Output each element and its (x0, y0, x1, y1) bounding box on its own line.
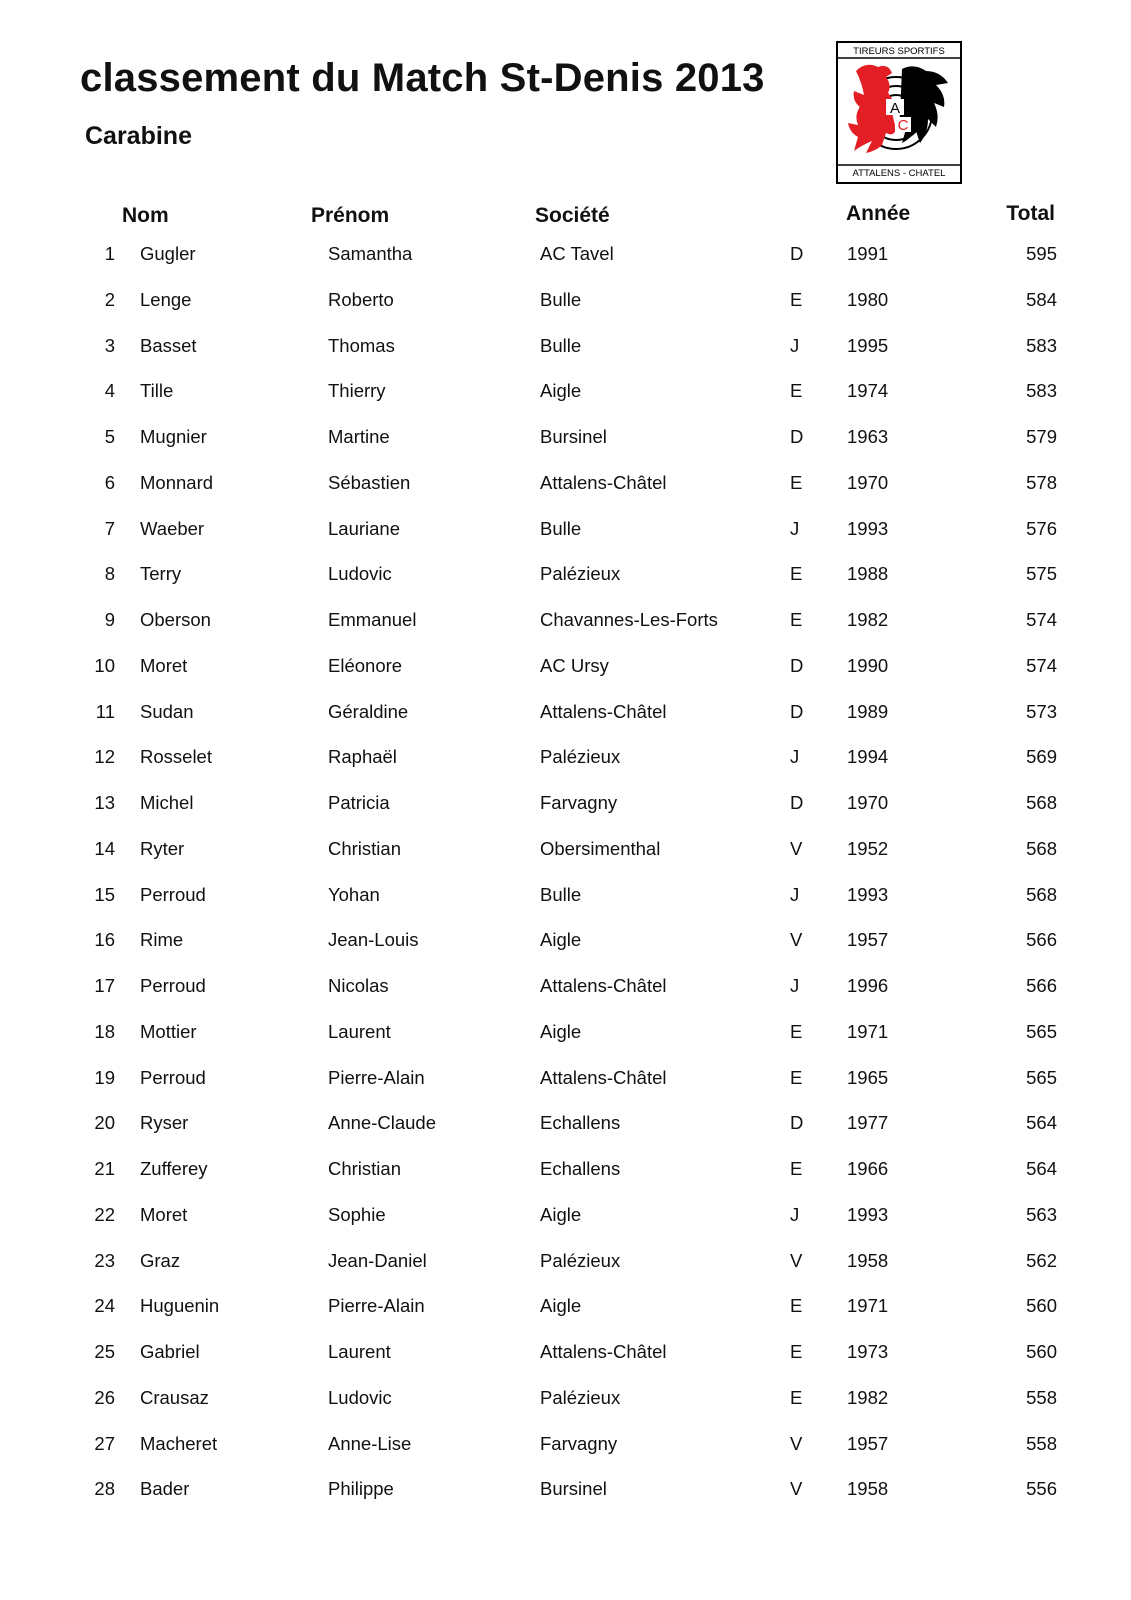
rank-cell: 23 (94, 1249, 115, 1271)
total-cell: 574 (1026, 654, 1057, 676)
category-cell: E (790, 563, 803, 585)
total-cell: 558 (1026, 1386, 1057, 1408)
societe-cell: Bursinel (540, 426, 607, 447)
header-annee: Année (846, 202, 911, 225)
prenom-cell: Ludovic (328, 563, 392, 585)
nom-cell: Terry (140, 563, 182, 585)
rank-cell: 15 (94, 883, 115, 905)
table-row (0, 1250, 1131, 1280)
rank-cell: 12 (94, 746, 115, 768)
rank-cell: 5 (104, 426, 115, 447)
nom-cell: Huguenin (140, 1295, 220, 1317)
annee-cell: 1994 (847, 746, 889, 768)
nom-cell: Zufferey (140, 1158, 208, 1179)
annee-cell: 1952 (847, 837, 889, 859)
prenom-cell: Sophie (328, 1203, 386, 1225)
category-cell: E (790, 1386, 803, 1408)
rank-cell: 9 (104, 609, 115, 630)
table-row (0, 975, 1131, 1005)
table-row (0, 1341, 1131, 1371)
total-cell: 575 (1026, 563, 1057, 585)
total-cell: 573 (1026, 700, 1057, 722)
table-row (0, 1204, 1131, 1234)
total-cell: 595 (1026, 243, 1057, 264)
annee-cell: 1957 (847, 929, 889, 951)
prenom-cell: Patricia (328, 792, 390, 813)
total-cell: 568 (1026, 883, 1057, 905)
rank-cell: 17 (94, 975, 115, 996)
prenom-cell: Nicolas (328, 975, 389, 996)
total-cell: 565 (1026, 1020, 1057, 1042)
discipline-subtitle: Carabine (85, 122, 192, 150)
annee-cell: 1990 (847, 654, 889, 676)
total-cell: 569 (1026, 746, 1057, 768)
societe-cell: Palézieux (540, 746, 621, 768)
prenom-cell: Thomas (328, 334, 395, 356)
prenom-cell: Eléonore (328, 654, 403, 676)
annee-cell: 1995 (847, 334, 889, 356)
category-cell: D (790, 426, 804, 447)
table-row (0, 335, 1131, 365)
total-cell: 568 (1026, 837, 1057, 859)
prenom-cell: Lauriane (328, 517, 401, 539)
prenom-cell: Samantha (328, 243, 413, 264)
rank-cell: 28 (94, 1478, 115, 1500)
total-cell: 579 (1026, 426, 1057, 447)
club-logo (836, 41, 962, 184)
table-row (0, 701, 1131, 731)
prenom-cell: Raphaël (328, 746, 397, 768)
nom-cell: Sudan (140, 700, 194, 722)
table-row (0, 1067, 1131, 1097)
societe-cell: Palézieux (540, 1386, 621, 1408)
nom-cell: Waeber (140, 517, 205, 539)
rank-cell: 16 (94, 929, 115, 951)
total-cell: 568 (1026, 792, 1057, 813)
table-row (0, 1478, 1131, 1508)
societe-cell: Attalens-Châtel (540, 1066, 667, 1088)
prenom-cell: Jean-Daniel (328, 1249, 427, 1271)
category-cell: V (790, 837, 803, 859)
total-cell: 578 (1026, 471, 1057, 493)
table-row (0, 655, 1131, 685)
logo-top-text: TIREURS SPORTIFS (853, 46, 945, 57)
prenom-cell: Christian (328, 1158, 401, 1179)
nom-cell: Crausaz (140, 1386, 209, 1408)
table-row (0, 838, 1131, 868)
annee-cell: 1966 (847, 1158, 889, 1179)
annee-cell: 1996 (847, 975, 889, 996)
logo-bottom-text: ATTALENS - CHATEL (852, 168, 946, 179)
total-cell: 560 (1026, 1341, 1057, 1362)
rank-cell: 4 (104, 380, 115, 402)
prenom-cell: Ludovic (328, 1386, 392, 1408)
category-cell: E (790, 1158, 803, 1179)
total-cell: 562 (1026, 1249, 1057, 1271)
rank-cell: 21 (94, 1158, 115, 1179)
nom-cell: Basset (140, 334, 197, 356)
societe-cell: Palézieux (540, 563, 621, 585)
annee-cell: 1993 (847, 883, 889, 905)
prenom-cell: Martine (328, 426, 390, 447)
nom-cell: Oberson (140, 609, 211, 630)
rank-cell: 26 (94, 1386, 115, 1408)
societe-cell: Aigle (540, 929, 582, 951)
prenom-cell: Géraldine (328, 700, 409, 722)
rank-cell: 1 (104, 243, 115, 264)
rank-cell: 2 (104, 288, 115, 310)
rank-cell: 27 (94, 1432, 115, 1454)
societe-cell: AC Tavel (540, 243, 614, 264)
societe-cell: Bulle (540, 517, 582, 539)
prenom-cell: Roberto (328, 288, 394, 310)
annee-cell: 1973 (847, 1341, 889, 1362)
table-row (0, 1158, 1131, 1188)
nom-cell: Moret (140, 654, 188, 676)
nom-cell: Mottier (140, 1020, 197, 1042)
rank-cell: 13 (94, 792, 115, 813)
nom-cell: Tille (140, 380, 174, 402)
annee-cell: 1970 (847, 792, 889, 813)
prenom-cell: Yohan (328, 883, 380, 905)
category-cell: D (790, 243, 804, 264)
category-cell: D (790, 792, 804, 813)
nom-cell: Bader (140, 1478, 190, 1500)
annee-cell: 1980 (847, 288, 889, 310)
annee-cell: 1993 (847, 517, 889, 539)
annee-cell: 1957 (847, 1432, 889, 1454)
table-row (0, 609, 1131, 639)
societe-cell: Aigle (540, 1203, 582, 1225)
nom-cell: Graz (140, 1249, 181, 1271)
category-cell: D (790, 700, 804, 722)
total-cell: 565 (1026, 1066, 1057, 1088)
total-cell: 576 (1026, 517, 1057, 539)
societe-cell: Farvagny (540, 792, 618, 813)
prenom-cell: Emmanuel (328, 609, 417, 630)
societe-cell: Aigle (540, 1020, 582, 1042)
prenom-cell: Laurent (328, 1020, 391, 1042)
table-row (0, 1387, 1131, 1417)
table-row (0, 1295, 1131, 1325)
rank-cell: 6 (104, 471, 115, 493)
total-cell: 566 (1026, 975, 1057, 996)
header-total: Total (1006, 202, 1055, 225)
rank-cell: 18 (94, 1020, 115, 1042)
societe-cell: Obersimenthal (540, 837, 661, 859)
nom-cell: Ryser (140, 1112, 189, 1134)
category-cell: D (790, 654, 804, 676)
nom-cell: Perroud (140, 1066, 206, 1088)
total-cell: 583 (1026, 380, 1057, 402)
rank-cell: 19 (94, 1066, 115, 1088)
category-cell: V (790, 1432, 803, 1454)
societe-cell: Bulle (540, 334, 582, 356)
nom-cell: Mugnier (140, 426, 207, 447)
total-cell: 564 (1026, 1158, 1057, 1179)
table-row (0, 1112, 1131, 1142)
annee-cell: 1988 (847, 563, 889, 585)
total-cell: 563 (1026, 1203, 1057, 1225)
nom-cell: Moret (140, 1203, 188, 1225)
category-cell: J (790, 975, 800, 996)
total-cell: 556 (1026, 1478, 1057, 1500)
societe-cell: Bulle (540, 288, 582, 310)
category-cell: V (790, 1249, 803, 1271)
annee-cell: 1989 (847, 700, 889, 722)
category-cell: J (790, 746, 800, 768)
rank-cell: 3 (104, 334, 115, 356)
rank-cell: 24 (94, 1295, 115, 1317)
annee-cell: 1982 (847, 609, 889, 630)
societe-cell: Attalens-Châtel (540, 700, 667, 722)
table-row (0, 289, 1131, 319)
nom-cell: Michel (140, 792, 194, 813)
category-cell: E (790, 288, 803, 310)
header-prenom: Prénom (311, 204, 390, 227)
category-cell: D (790, 1112, 804, 1134)
annee-cell: 1971 (847, 1020, 889, 1042)
total-cell: 558 (1026, 1432, 1057, 1454)
rank-cell: 14 (94, 837, 115, 859)
nom-cell: Perroud (140, 975, 206, 996)
table-row (0, 243, 1131, 273)
rank-cell: 7 (104, 517, 115, 539)
table-row (0, 426, 1131, 456)
category-cell: E (790, 471, 803, 493)
annee-cell: 1970 (847, 471, 889, 493)
prenom-cell: Anne-Lise (328, 1432, 412, 1454)
societe-cell: Farvagny (540, 1432, 618, 1454)
nom-cell: Perroud (140, 883, 206, 905)
societe-cell: Aigle (540, 380, 582, 402)
total-cell: 560 (1026, 1295, 1057, 1317)
category-cell: E (790, 609, 803, 630)
category-cell: J (790, 517, 800, 539)
annee-cell: 1958 (847, 1478, 889, 1500)
table-row (0, 563, 1131, 593)
rank-cell: 11 (95, 700, 115, 722)
societe-cell: Aigle (540, 1295, 582, 1317)
category-cell: E (790, 380, 803, 402)
header-societe: Société (535, 204, 610, 227)
table-row (0, 929, 1131, 959)
header-nom: Nom (122, 204, 169, 227)
nom-cell: Lenge (140, 288, 192, 310)
annee-cell: 1982 (847, 1386, 889, 1408)
category-cell: J (790, 1203, 800, 1225)
category-cell: E (790, 1020, 803, 1042)
prenom-cell: Philippe (328, 1478, 394, 1500)
category-cell: J (790, 334, 800, 356)
category-cell: V (790, 1478, 803, 1500)
nom-cell: Macheret (140, 1432, 218, 1454)
rank-cell: 22 (94, 1203, 115, 1225)
societe-cell: Attalens-Châtel (540, 471, 667, 493)
societe-cell: Attalens-Châtel (540, 975, 667, 996)
prenom-cell: Sébastien (328, 471, 411, 493)
annee-cell: 1958 (847, 1249, 889, 1271)
annee-cell: 1991 (847, 243, 889, 264)
total-cell: 564 (1026, 1112, 1057, 1134)
societe-cell: Bulle (540, 883, 582, 905)
rank-cell: 25 (94, 1341, 115, 1362)
nom-cell: Rime (140, 929, 184, 951)
annee-cell: 1974 (847, 380, 889, 402)
annee-cell: 1971 (847, 1295, 889, 1317)
table-row (0, 518, 1131, 548)
table-row (0, 1021, 1131, 1051)
nom-cell: Gugler (140, 243, 196, 264)
annee-cell: 1963 (847, 426, 889, 447)
prenom-cell: Pierre-Alain (328, 1295, 425, 1317)
total-cell: 583 (1026, 334, 1057, 356)
societe-cell: Echallens (540, 1112, 621, 1134)
societe-cell: Palézieux (540, 1249, 621, 1271)
nom-cell: Gabriel (140, 1341, 200, 1362)
table-row (0, 472, 1131, 502)
annee-cell: 1993 (847, 1203, 889, 1225)
nom-cell: Ryter (140, 837, 185, 859)
prenom-cell: Anne-Claude (328, 1112, 436, 1134)
annee-cell: 1977 (847, 1112, 889, 1134)
category-cell: J (790, 883, 800, 905)
rank-cell: 10 (94, 654, 115, 676)
annee-cell: 1965 (847, 1066, 889, 1088)
societe-cell: Bursinel (540, 1478, 607, 1500)
societe-cell: Attalens-Châtel (540, 1341, 667, 1362)
nom-cell: Monnard (140, 471, 214, 493)
rank-cell: 20 (94, 1112, 115, 1134)
table-row (0, 1433, 1131, 1463)
total-cell: 584 (1026, 288, 1057, 310)
total-cell: 574 (1026, 609, 1057, 630)
prenom-cell: Christian (328, 837, 401, 859)
societe-cell: Echallens (540, 1158, 621, 1179)
table-row (0, 792, 1131, 822)
rank-cell: 8 (104, 563, 115, 585)
societe-cell: AC Ursy (540, 654, 609, 676)
logo-letter-c: C (897, 117, 909, 134)
prenom-cell: Pierre-Alain (328, 1066, 425, 1088)
total-cell: 566 (1026, 929, 1057, 951)
category-cell: E (790, 1295, 803, 1317)
category-cell: V (790, 929, 803, 951)
prenom-cell: Jean-Louis (328, 929, 419, 951)
table-row (0, 380, 1131, 410)
prenom-cell: Laurent (328, 1341, 391, 1362)
table-row (0, 884, 1131, 914)
category-cell: E (790, 1341, 803, 1362)
logo-letter-a: A (889, 100, 901, 117)
nom-cell: Rosselet (140, 746, 212, 768)
prenom-cell: Thierry (328, 380, 386, 402)
societe-cell: Chavannes-Les-Forts (540, 609, 718, 630)
table-row (0, 746, 1131, 776)
category-cell: E (790, 1066, 803, 1088)
page-title: classement du Match St-Denis 2013 (80, 56, 765, 100)
